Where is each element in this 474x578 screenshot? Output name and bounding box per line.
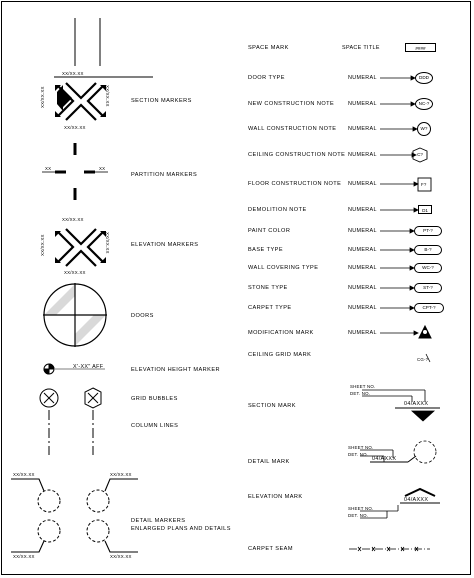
floor-construction-note-label: FLOOR CONSTRUCTION NOTE xyxy=(248,181,342,187)
stone-type-label: STONE TYPE xyxy=(248,285,288,291)
door-type-label: DOOR TYPE xyxy=(248,75,285,81)
c-tag: C? xyxy=(417,152,423,157)
modification-numeral: NUMERAL xyxy=(348,330,377,336)
elevation-sheet-no: SHEET NO. xyxy=(348,506,374,511)
elevation-mark-label: ELEVATION MARK xyxy=(248,494,303,500)
detail-mark-label: DETAIL MARK xyxy=(248,459,290,465)
st-tag-pill: ST-? xyxy=(414,283,442,293)
door-numeral: NUMERAL xyxy=(348,75,377,81)
grid-bubbles-label: GRID BUBBLES xyxy=(131,396,178,402)
wall-construction-note-label: WALL CONSTRUCTION NOTE xyxy=(248,126,337,132)
demolition-note-label: DEMOLITION NOTE xyxy=(248,207,307,213)
f-tag: F? xyxy=(421,182,427,187)
w-tag-circle: W? xyxy=(417,122,431,136)
detail-det-no: DET. NO. xyxy=(348,452,369,457)
st-numeral: NUMERAL xyxy=(348,285,377,291)
elevation-mark-symbol xyxy=(360,489,440,518)
cpt-tag-pill: CPT-? xyxy=(414,303,444,313)
section-ref-tag: 04/AXXX xyxy=(404,401,429,407)
b-numeral: NUMERAL xyxy=(348,247,377,253)
elevation-det-no: DET. NO. xyxy=(348,513,369,518)
wc-numeral: NUMERAL xyxy=(348,265,377,271)
new-construction-note-label: NEW CONSTRUCTION NOTE xyxy=(248,101,335,107)
d-numeral: NUMERAL xyxy=(348,207,377,213)
elevation-height-marker-label: ELEVATION HEIGHT MARKER xyxy=(131,367,220,373)
section-tag-bottom: XX/XX.XX xyxy=(64,125,86,130)
detail-sheet-no: SHEET NO. xyxy=(348,445,374,450)
detail-markers-label: DETAIL MARKERS xyxy=(131,518,186,524)
elevation-tag-bottom: XX/XX.XX xyxy=(64,270,86,275)
elevation-markers-label: ELEVATION MARKERS xyxy=(131,242,199,248)
enlarged-plans-label: ENLARGED PLANS AND DETAILS xyxy=(131,526,231,532)
carpet-seam-label: CARPET SEAM xyxy=(248,546,293,552)
pt-tag-pill: PT-? xyxy=(414,226,442,236)
detail-tag-bottom-left: XX/XX.XX xyxy=(13,554,35,559)
carpet-seam-symbol xyxy=(349,547,430,551)
detail-tag-top-right: XX/XX.XX xyxy=(110,472,132,477)
section-markers-label: SECTION MARKERS xyxy=(131,98,192,104)
space-number-box: #### xyxy=(405,43,436,52)
section-tag-top: XX/XX.XX xyxy=(62,71,84,76)
cpt-numeral: NUMERAL xyxy=(348,305,377,311)
cg-tag: CG-? xyxy=(417,357,429,362)
d-tag-box: D1 xyxy=(418,205,432,214)
partition-tag-left: XX xyxy=(45,166,52,171)
f-numeral: NUMERAL xyxy=(348,181,377,187)
elevation-ref-tag: 04/AXXX xyxy=(404,497,429,503)
nc-tag-oval: NC-? xyxy=(415,98,433,110)
section-mark-label: SECTION MARK xyxy=(248,403,296,409)
detail-tag-top-left: XX/XX.XX xyxy=(13,472,35,477)
ceiling-construction-note-label: CEILING CONSTRUCTION NOTE xyxy=(248,152,346,158)
leader-arrows xyxy=(380,76,418,335)
wc-tag-pill: WC-? xyxy=(414,263,442,273)
door-tag-oval: DDD xyxy=(415,72,433,84)
nc-numeral: NUMERAL xyxy=(348,101,377,107)
carpet-type-label: CARPET TYPE xyxy=(248,305,292,311)
column-lines-label: COLUMN LINES xyxy=(131,423,179,429)
section-tag-right: XX/XX.XX xyxy=(105,85,110,107)
section-det-no: DET. NO. xyxy=(350,391,371,396)
wall-covering-type-label: WALL COVERING TYPE xyxy=(248,265,319,271)
paint-color-label: PAINT COLOR xyxy=(248,228,291,234)
b-tag-pill: B-? xyxy=(414,245,442,255)
section-sheet-no: SHEET NO. xyxy=(350,384,376,389)
detail-tag-bottom-right: XX/XX.XX xyxy=(110,554,132,559)
elevation-tag-right: XX/XX.XX xyxy=(105,232,110,254)
detail-ref-tag: 04/AXXX xyxy=(372,456,397,462)
elevation-height-value: X'-XX" AFF xyxy=(73,364,104,370)
elevation-tag-top: XX/XX.XX xyxy=(62,217,84,222)
pt-numeral: NUMERAL xyxy=(348,228,377,234)
ceiling-grid-mark-label: CEILING GRID MARK xyxy=(248,352,312,358)
space-title: SPACE TITLE xyxy=(342,45,380,51)
partition-tag-right: XX xyxy=(99,166,106,171)
doors-label: DOORS xyxy=(131,313,154,319)
elevation-tag-left: XX/XX.XX xyxy=(40,234,45,256)
c-numeral: NUMERAL xyxy=(348,152,377,158)
base-type-label: BASE TYPE xyxy=(248,247,284,253)
partition-markers-label: PARTITION MARKERS xyxy=(131,172,198,178)
section-tag-left: XX/XX.XX xyxy=(40,86,45,108)
space-mark-label: SPACE MARK xyxy=(248,45,289,51)
modification-mark-label: MODIFICATION MARK xyxy=(248,330,314,336)
w-numeral: NUMERAL xyxy=(348,126,377,132)
